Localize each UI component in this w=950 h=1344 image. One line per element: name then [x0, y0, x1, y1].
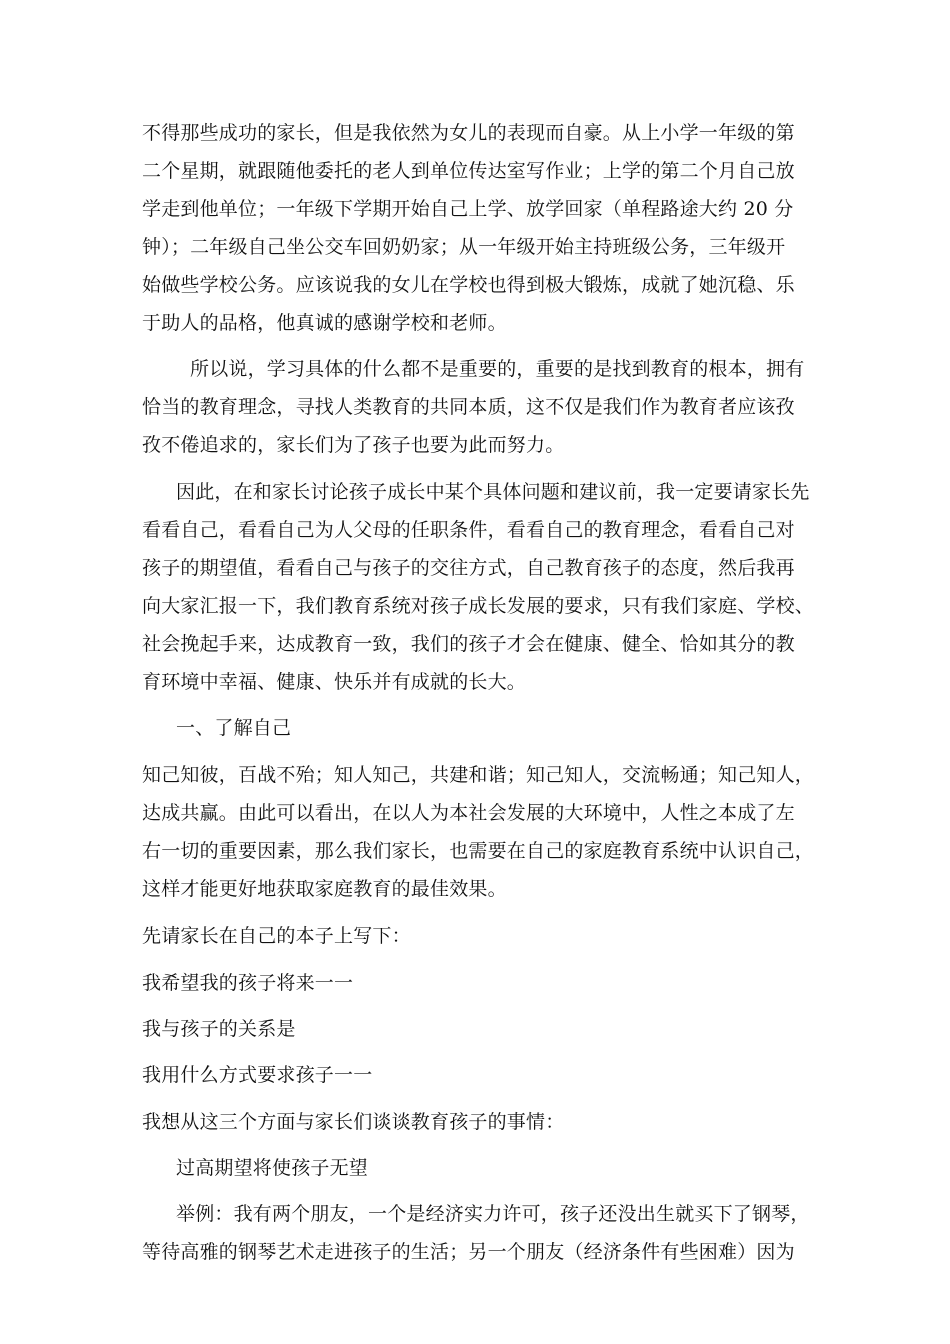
subheading: 过高期望将使孩子无望	[176, 1157, 369, 1179]
text-line: 孩子的期望值，看看自己与孩子的交往方式，自己教育孩子的态度，然后我再	[142, 557, 795, 579]
text-line: 社会挽起手来，达成教育一致，我们的孩子才会在健康、健全、恰如其分的教	[142, 633, 795, 655]
text-line: 看看自己，看看自己为人父母的任职条件，看看自己的教育理念，看看自己对	[142, 519, 795, 541]
topics-intro: 我想从这三个方面与家长们谈谈教育孩子的事情：	[142, 1111, 565, 1133]
text-line: 恰当的教育理念，寻找人类教育的共同本质，这不仅是我们作为教育者应该孜	[142, 396, 795, 418]
text-line: 等待高雅的钢琴艺术走进孩子的生活；另一个朋友（经济条件有些困难）因为	[142, 1241, 795, 1263]
text-line: 举例：我有两个朋友，一个是经济实力许可，孩子还没出生就买下了钢琴，	[176, 1203, 810, 1225]
text-line: 达成共赢。由此可以看出，在以人为本社会发展的大环境中，人性之本成了左	[142, 802, 795, 824]
section-heading: 一、了解自己	[176, 717, 292, 739]
text-line: 所以说，学习具体的什么都不是重要的，重要的是找到教育的根本，拥有	[190, 358, 805, 380]
text-line: 二个星期，就跟随他委托的老人到单位传达室写作业；上学的第二个月自己放	[142, 160, 795, 182]
text-line: 向大家汇报一下，我们教育系统对孩子成长发展的要求，只有我们家庭、学校、	[142, 595, 815, 617]
text-line: 右一切的重要因素，那么我们家长，也需要在自己的家庭教育系统中认识自己，	[142, 840, 815, 862]
text-line: 不得那些成功的家长，但是我依然为女儿的表现而自豪。从上小学一年级的第	[142, 122, 795, 144]
text-line: 育环境中幸福、健康、快乐并有成就的长大。	[142, 671, 527, 693]
text-line: 学走到他单位；一年级下学期开始自己上学、放学回家（单程路途大约 20 分	[142, 198, 794, 220]
text-line: 钟）；二年级自己坐公交车回奶奶家；从一年级开始主持班级公务，三年级开	[142, 236, 786, 258]
prompt-item: 我与孩子的关系是	[142, 1018, 296, 1040]
prompt-item: 我希望我的孩子将来一一	[142, 972, 354, 994]
text-line: 因此，在和家长讨论孩子成长中某个具体问题和建议前，我一定要请家长先	[176, 481, 810, 503]
prompt-intro: 先请家长在自己的本子上写下：	[142, 925, 411, 947]
text-line: 始做些学校公务。应该说我的女儿在学校也得到极大锻炼，成就了她沉稳、乐	[142, 274, 795, 296]
text-line: 于助人的品格，他真诚的感谢学校和老师。	[142, 312, 507, 334]
text-line: 这样才能更好地获取家庭教育的最佳效果。	[142, 878, 507, 900]
prompt-item: 我用什么方式要求孩子一一	[142, 1064, 373, 1086]
text-line: 知己知彼，百战不殆；知人知己，共建和谐；知己知人，交流畅通；知己知人，	[142, 764, 815, 786]
text-line: 孜不倦追求的，家长们为了孩子也要为此而努力。	[142, 434, 565, 456]
